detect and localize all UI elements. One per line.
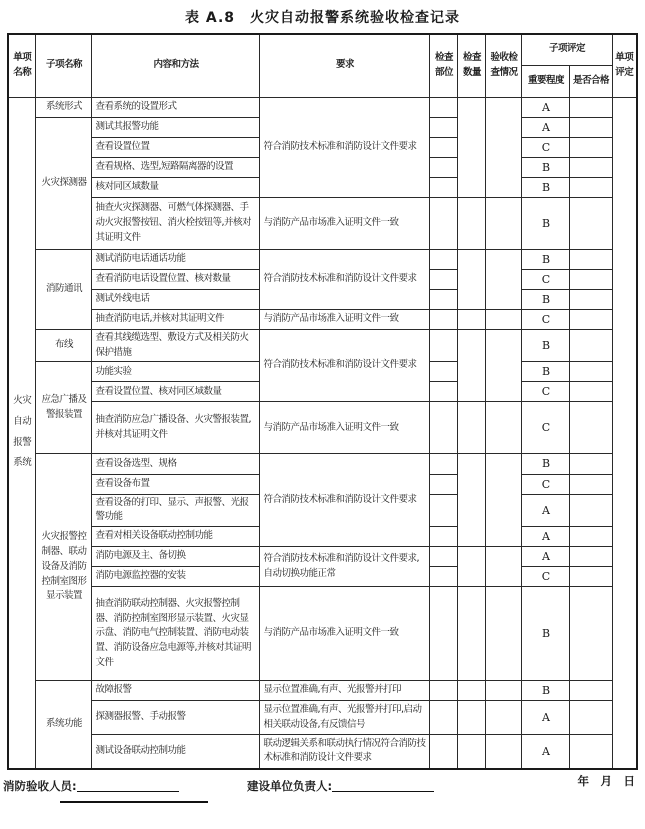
content-cell: 测试设备联动控制功能 (92, 735, 260, 769)
inspector-label: 消防验收人员: (3, 778, 77, 793)
table-row (8, 454, 637, 474)
importance-cell: B (522, 289, 570, 309)
requirement-cell: 符合消防技术标准和消防设计文件要求,自动切换功能正常 (260, 547, 430, 587)
content-cell: 测试消防电话通话功能 (92, 249, 260, 269)
table-row (8, 701, 637, 735)
content-cell: 抽查消防电话,并核对其证明文件 (92, 309, 260, 329)
col-header-content-method: 内容和方法 (92, 34, 260, 97)
check-location-cell (430, 454, 458, 474)
sub-item-cell: 系统形式 (36, 97, 92, 117)
importance-cell: C (522, 402, 570, 454)
requirement-cell: 联动逻辑关系和联动执行情况符合消防技术标准和消防设计文件要求 (260, 735, 430, 769)
builder-label: 建设单位负责人: (247, 778, 333, 793)
builder-signature-line (332, 779, 434, 792)
content-cell: 消防电源及主、备切换 (92, 547, 260, 567)
qualified-cell (570, 567, 612, 587)
sub-item-cell: 系统功能 (36, 681, 92, 769)
content-cell: 查看系统的设置形式 (92, 97, 260, 117)
content-cell: 查看设备布置 (92, 474, 260, 494)
importance-cell: C (522, 567, 570, 587)
content-cell: 查看消防电话设置位置、核对数量 (92, 269, 260, 289)
importance-cell: B (522, 157, 570, 177)
importance-cell: B (522, 454, 570, 474)
importance-cell: B (522, 177, 570, 197)
content-cell: 查看其线缆选型、敷设方式及相关防火保护措施 (92, 329, 260, 361)
requirement-cell: 与消防产品市场准入证明文件一致 (260, 402, 430, 454)
check-location-cell (430, 681, 458, 701)
acceptance-status-cell (486, 329, 522, 402)
check-location-cell (430, 329, 458, 361)
qualified-cell (570, 157, 612, 177)
qualified-cell (570, 289, 612, 309)
check-location-cell (430, 249, 458, 269)
check-location-cell (430, 97, 458, 117)
qualified-cell (570, 526, 612, 546)
check-quantity-cell (458, 197, 486, 249)
importance-cell: B (522, 362, 570, 382)
content-cell: 抽查消防联动控制器、火灾报警控制器、消防控制室图形显示装置、火灾显示盘、消防电气控制装置、消防电动装置、消防设备应急电源等,并核对其证明文件 (92, 587, 260, 681)
check-location-cell (430, 587, 458, 681)
content-cell: 测试其报警功能 (92, 117, 260, 137)
qualified-cell (570, 97, 612, 117)
importance-cell: A (522, 547, 570, 567)
content-cell: 测试外线电话 (92, 289, 260, 309)
importance-cell: C (522, 309, 570, 329)
inspector-signature-line (77, 779, 179, 792)
check-quantity-cell (458, 309, 486, 329)
qualified-cell (570, 382, 612, 402)
table-row (8, 309, 637, 329)
importance-cell: C (522, 137, 570, 157)
importance-cell: C (522, 474, 570, 494)
acceptance-status-cell (486, 402, 522, 454)
acceptance-status-cell (486, 309, 522, 329)
qualified-cell (570, 197, 612, 249)
check-location-cell (430, 137, 458, 157)
check-location-cell (430, 117, 458, 137)
col-header-qualified: 是否合格 (570, 65, 612, 97)
check-location-cell (430, 402, 458, 454)
col-header-importance: 重要程度 (522, 65, 570, 97)
qualified-cell (570, 587, 612, 681)
acceptance-status-cell (486, 587, 522, 681)
check-location-cell (430, 474, 458, 494)
content-cell: 查看设置位置 (92, 137, 260, 157)
col-header-sub-item-name: 子项名称 (36, 34, 92, 97)
check-location-cell (430, 197, 458, 249)
qualified-cell (570, 329, 612, 361)
qualified-cell (570, 474, 612, 494)
qualified-cell (570, 117, 612, 137)
table-row (8, 402, 637, 454)
check-location-cell (430, 701, 458, 735)
acceptance-status-cell (486, 547, 522, 587)
importance-cell: A (522, 701, 570, 735)
check-quantity-cell (458, 402, 486, 454)
requirement-cell: 与消防产品市场准入证明文件一致 (260, 197, 430, 249)
acceptance-status-cell (486, 735, 522, 769)
requirement-cell: 与消防产品市场准入证明文件一致 (260, 309, 430, 329)
content-cell: 查看对相关设备联动控制功能 (92, 526, 260, 546)
col-header-acceptance-status: 验收检查情况 (486, 34, 522, 97)
check-quantity-cell (458, 735, 486, 769)
qualified-cell (570, 362, 612, 382)
content-cell: 核对同区域数量 (92, 177, 260, 197)
check-quantity-cell (458, 681, 486, 701)
check-location-cell (430, 289, 458, 309)
qualified-cell (570, 494, 612, 526)
content-cell: 抽查火灾探测器、可燃气体探测器、手动火灾报警按钮、消火栓按钮等,并核对其证明文件 (92, 197, 260, 249)
col-header-item-name: 单项名称 (8, 34, 36, 97)
importance-cell: B (522, 329, 570, 361)
check-location-cell (430, 309, 458, 329)
content-cell: 消防电源监控器的安装 (92, 567, 260, 587)
acceptance-status-cell (486, 681, 522, 701)
importance-cell: A (522, 494, 570, 526)
requirement-cell: 显示位置准确,有声、光报警并打印,启动相关联动设备,有反馈信号 (260, 701, 430, 735)
qualified-cell (570, 137, 612, 157)
importance-cell: B (522, 249, 570, 269)
check-quantity-cell (458, 97, 486, 197)
table-row (8, 197, 637, 249)
content-cell: 查看规格、选型,短路隔离器的设置 (92, 157, 260, 177)
check-quantity-cell (458, 701, 486, 735)
importance-cell: A (522, 117, 570, 137)
acceptance-status-cell (486, 249, 522, 309)
requirement-cell: 显示位置准确,有声、光报警并打印 (260, 681, 430, 701)
table-row (8, 547, 637, 567)
check-location-cell (430, 526, 458, 546)
acceptance-status-cell (486, 701, 522, 735)
check-location-cell (430, 567, 458, 587)
requirement-cell: 与消防产品市场准入证明文件一致 (260, 587, 430, 681)
acceptance-status-cell (486, 97, 522, 197)
qualified-cell (570, 249, 612, 269)
importance-cell: C (522, 382, 570, 402)
check-quantity-cell (458, 454, 486, 547)
content-cell: 探测器报警、手动报警 (92, 701, 260, 735)
signature-footer (0, 770, 645, 805)
importance-cell: A (522, 97, 570, 117)
content-cell: 功能实验 (92, 362, 260, 382)
importance-cell: B (522, 587, 570, 681)
table-row (8, 681, 637, 701)
date-field: 年 月 日 (577, 773, 635, 788)
col-header-item-eval: 单项评定 (612, 34, 637, 97)
qualified-cell (570, 177, 612, 197)
qualified-cell (570, 681, 612, 701)
requirement-cell: 符合消防技术标准和消防设计文件要求 (260, 249, 430, 309)
cropped-signature-line (60, 801, 208, 803)
builder-signature (247, 778, 434, 794)
importance-cell: B (522, 197, 570, 249)
content-cell: 故障报警 (92, 681, 260, 701)
qualified-cell (570, 309, 612, 329)
table-row (8, 249, 637, 269)
acceptance-status-cell (486, 197, 522, 249)
check-quantity-cell (458, 329, 486, 402)
check-quantity-cell (458, 587, 486, 681)
table-row (8, 587, 637, 681)
table-row (8, 97, 637, 117)
check-quantity-cell (458, 547, 486, 587)
header-row-1 (8, 34, 637, 65)
sub-item-cell: 消防通讯 (36, 249, 92, 329)
check-location-cell (430, 547, 458, 567)
importance-cell: C (522, 269, 570, 289)
inspection-record-table (7, 33, 638, 770)
check-location-cell (430, 494, 458, 526)
check-quantity-cell (458, 249, 486, 309)
table-row (8, 735, 637, 769)
col-header-requirement: 要求 (260, 34, 430, 97)
inspector-signature (3, 778, 179, 794)
col-header-check-quantity: 检查数量 (458, 34, 486, 97)
importance-cell: A (522, 526, 570, 546)
unit-item-cell: 火灾自动报警系统 (8, 97, 36, 769)
qualified-cell (570, 402, 612, 454)
content-cell: 查看设备的打印、显示、声报警、光报警功能 (92, 494, 260, 526)
col-header-sub-item-eval: 子项评定 (522, 34, 612, 65)
importance-cell: B (522, 681, 570, 701)
qualified-cell (570, 454, 612, 474)
check-location-cell (430, 269, 458, 289)
col-header-check-location: 检查部位 (430, 34, 458, 97)
qualified-cell (570, 735, 612, 769)
check-location-cell (430, 157, 458, 177)
content-cell: 抽查消防应急广播设备、火灾警报装置,并核对其证明文件 (92, 402, 260, 454)
content-cell: 查看设置位置、核对同区域数量 (92, 382, 260, 402)
qualified-cell (570, 547, 612, 567)
requirement-cell: 符合消防技术标准和消防设计文件要求 (260, 97, 430, 197)
item-eval-cell (612, 97, 637, 769)
qualified-cell (570, 269, 612, 289)
qualified-cell (570, 701, 612, 735)
page-title: 表 A.8 火灾自动报警系统验收检查记录 (184, 10, 461, 26)
sub-item-cell: 布线 (36, 329, 92, 361)
importance-cell: A (522, 735, 570, 769)
requirement-cell: 符合消防技术标准和消防设计文件要求 (260, 454, 430, 547)
sub-item-cell: 火灾报警控制器、联动设备及消防控制室图形显示装置 (36, 454, 92, 681)
check-location-cell (430, 382, 458, 402)
check-location-cell (430, 735, 458, 769)
table-row (8, 329, 637, 361)
check-location-cell (430, 362, 458, 382)
requirement-cell: 符合消防技术标准和消防设计文件要求 (260, 329, 430, 402)
acceptance-status-cell (486, 454, 522, 547)
sub-item-cell: 火灾探测器 (36, 117, 92, 249)
content-cell: 查看设备选型、规格 (92, 454, 260, 474)
sub-item-cell: 应急广播及警报装置 (36, 362, 92, 454)
check-location-cell (430, 177, 458, 197)
